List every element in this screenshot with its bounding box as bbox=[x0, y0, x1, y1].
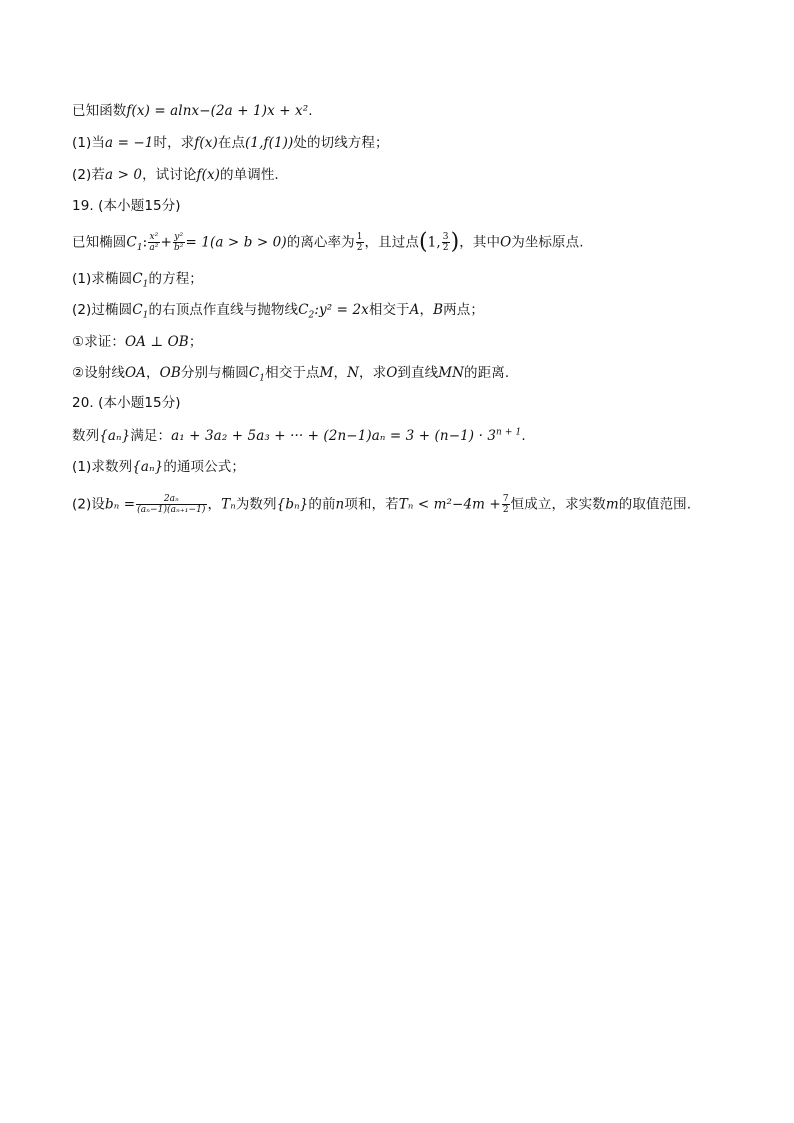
q19-part2-end: 两点； bbox=[443, 302, 484, 318]
q19-part1-end: 的方程； bbox=[148, 271, 203, 287]
q19-plus: + bbox=[160, 234, 172, 251]
q20-stem-prefix: 数列 bbox=[72, 428, 100, 444]
q19-point-left-paren: ( bbox=[418, 229, 428, 255]
q19-point-x: 1, bbox=[427, 234, 441, 251]
q19-header: 19. (本小题15分) bbox=[72, 198, 181, 214]
q20-part2-m: m bbox=[605, 496, 619, 513]
q19-subpart2-origin: O bbox=[386, 365, 398, 381]
q19-part2 bbox=[72, 301, 484, 319]
q19-fraction-x-denominator: a² bbox=[149, 243, 159, 253]
q19-point-y-fraction bbox=[442, 232, 450, 253]
q19-subpart2-text3: ，求 bbox=[359, 365, 387, 381]
q19-part2-curve: C bbox=[132, 302, 143, 318]
q18-part2-fx: f(x) bbox=[196, 167, 221, 183]
q18-part1-point: (1,f(1)) bbox=[245, 135, 294, 151]
q19-part2-parabola-equation: :y² = 2x bbox=[314, 302, 369, 318]
q19-part2-curve-subscript: 1 bbox=[142, 310, 149, 321]
q19-subpart1 bbox=[72, 333, 202, 351]
q19-text-eccentricity: 的离心率为 bbox=[286, 234, 355, 251]
q20-part1-sequence: {aₙ} bbox=[132, 459, 164, 475]
q20-header: 20. (本小题15分) bbox=[72, 395, 181, 411]
q20-part1-prefix: (1)求数列 bbox=[72, 459, 133, 475]
q20-part2-bn-numerator: 2aₙ bbox=[136, 494, 206, 505]
q19-subpart2 bbox=[72, 364, 509, 382]
q20-part2-seven-denominator: 2 bbox=[502, 505, 509, 515]
q20-part2-seven-halves bbox=[502, 494, 510, 515]
q19-part2-point-a: A bbox=[409, 302, 420, 318]
q20-part2-text3: 项和，若 bbox=[344, 496, 399, 513]
q20-part2-end: 的取值范围. bbox=[618, 496, 692, 513]
q19-stem bbox=[72, 229, 584, 255]
q19-eccentricity-denominator: 2 bbox=[356, 243, 363, 253]
q19-part1 bbox=[72, 270, 203, 288]
q20-part1 bbox=[72, 458, 245, 476]
q18-part2 bbox=[72, 166, 279, 184]
q18-part2-condition: a > 0 bbox=[105, 167, 143, 183]
q20-part2 bbox=[72, 494, 691, 515]
q20-part2-bn-fraction bbox=[136, 494, 206, 515]
q20-stem-exponent: n + 1 bbox=[496, 427, 522, 438]
q18-part1 bbox=[72, 134, 389, 152]
q19-part2-prefix: (2)过椭圆 bbox=[72, 302, 133, 318]
q19-eccentricity-fraction bbox=[356, 232, 364, 253]
q19-subpart1-formula: OA ⊥ OB bbox=[125, 334, 189, 350]
q19-subpart2-text2: 相交于点 bbox=[265, 365, 320, 381]
q19-equation-rest: = 1(a > b > 0) bbox=[185, 234, 287, 251]
q19-part2-text: 的右顶点作直线与抛物线 bbox=[148, 302, 299, 318]
q18-part2-prefix: (2)若 bbox=[72, 167, 106, 183]
q18-part1-end: 处的切线方程； bbox=[293, 135, 389, 151]
q20-part2-text2: 的前 bbox=[308, 496, 336, 513]
q19-fraction-y-numerator: y² bbox=[174, 232, 184, 242]
q19-subpart2-curve-subscript: 1 bbox=[259, 373, 266, 384]
q19-origin-symbol: O bbox=[500, 234, 512, 251]
q20-stem-formula: a₁ + 3a₂ + 5a₃ + ··· + (2n−1)aₙ = 3 + (n−1) · 3 bbox=[171, 428, 497, 444]
q19-subpart1-end: ； bbox=[188, 334, 203, 350]
q18-part1-fx: f(x) bbox=[194, 135, 218, 151]
q20-part2-bn: bₙ = bbox=[105, 496, 136, 513]
q19-part2-text2: 相交于 bbox=[368, 302, 410, 318]
q18-part1-text: 时，求 bbox=[153, 135, 195, 151]
q18-stem-end: . bbox=[308, 103, 313, 119]
q18-part1-prefix: (1)当 bbox=[72, 135, 106, 151]
q20-part2-b-sequence: {bₙ} bbox=[276, 496, 309, 513]
q20-part2-text: 为数列 bbox=[235, 496, 277, 513]
q19-stem-prefix: 已知椭圆 bbox=[72, 234, 127, 251]
q19-subpart2-ray-oa: OA bbox=[125, 365, 147, 381]
q18-part1-text2: 在点 bbox=[217, 135, 246, 151]
q18-stem-prefix: 已知函数 bbox=[72, 103, 127, 119]
q18-part1-condition: a = −1 bbox=[105, 135, 154, 151]
q18-part2-text: ，试讨论 bbox=[142, 167, 197, 183]
q19-part2-parabola-name: C bbox=[298, 302, 309, 318]
q19-subpart2-point-n: N bbox=[347, 365, 359, 381]
q20-stem-end: . bbox=[521, 428, 526, 444]
q19-part1-curve: C bbox=[132, 271, 143, 287]
q19-part2-comma: ， bbox=[419, 302, 434, 318]
q19-curve-name: C bbox=[126, 234, 137, 251]
q19-point-y-numerator: 3 bbox=[442, 232, 449, 242]
q19-point-right-paren: ) bbox=[450, 229, 460, 255]
q19-part2-parabola-subscript: 2 bbox=[308, 310, 315, 321]
q19-subpart1-prefix: ①求证： bbox=[72, 334, 126, 350]
q19-subpart2-comma2: ， bbox=[333, 365, 348, 381]
q19-stem-end: 为坐标原点. bbox=[511, 234, 584, 251]
q20-stem-text: 满足： bbox=[130, 428, 172, 444]
q19-point-y-denominator: 2 bbox=[442, 243, 449, 253]
q20-part2-text4: 恒成立，求实数 bbox=[510, 496, 606, 513]
q20-part1-end: 的通项公式； bbox=[163, 459, 245, 475]
q19-subpart2-line-mn: MN bbox=[438, 365, 465, 381]
q19-subpart2-text: 分别与椭圆 bbox=[180, 365, 249, 381]
q20-part2-tn: Tₙ bbox=[221, 496, 236, 513]
q20-stem bbox=[72, 427, 526, 445]
q19-subpart2-prefix: ②设射线 bbox=[72, 365, 126, 381]
q19-fraction-x-numerator: x² bbox=[149, 232, 159, 242]
q18-part2-end: 的单调性. bbox=[220, 167, 279, 183]
q19-fraction-y bbox=[173, 232, 185, 253]
q20-part2-inequality: Tₙ < m²−4m + bbox=[398, 496, 501, 513]
q19-subpart2-comma: ， bbox=[146, 365, 160, 381]
q19-curve-subscript: 1 bbox=[136, 243, 143, 254]
q19-part1-curve-subscript: 1 bbox=[142, 279, 149, 290]
q19-text-point: ，且过点 bbox=[364, 234, 419, 251]
q19-part1-prefix: (1)求椭圆 bbox=[72, 271, 133, 287]
q19-subpart2-curve: C bbox=[248, 365, 260, 381]
q19-part2-point-b: B bbox=[433, 302, 444, 318]
q20-part2-seven-numerator: 7 bbox=[502, 494, 509, 504]
q19-eccentricity-numerator: 1 bbox=[356, 232, 363, 242]
q19-fraction-x bbox=[148, 232, 159, 253]
q20-part2-comma: ， bbox=[207, 496, 222, 513]
q18-stem bbox=[72, 102, 313, 120]
q18-function-formula: f(x) = alnx−(2a + 1)x + x² bbox=[126, 103, 309, 119]
q19-subpart2-end: 的距离. bbox=[464, 365, 510, 381]
q20-part2-prefix: (2)设 bbox=[72, 496, 106, 513]
q19-colon: : bbox=[142, 234, 148, 251]
q20-sequence-symbol: {aₙ} bbox=[99, 428, 131, 444]
q19-fraction-y-denominator: b² bbox=[173, 243, 184, 253]
q19-subpart2-point-m: M bbox=[319, 365, 334, 381]
q19-text-where: ，其中 bbox=[459, 234, 501, 251]
q20-part2-bn-denominator: (aₙ−1)(aₙ₊₁−1) bbox=[137, 505, 206, 515]
q19-subpart2-ray-ob: OB bbox=[159, 365, 181, 381]
q20-part2-n: n bbox=[335, 496, 345, 513]
q19-subpart2-text4: 到直线 bbox=[397, 365, 439, 381]
